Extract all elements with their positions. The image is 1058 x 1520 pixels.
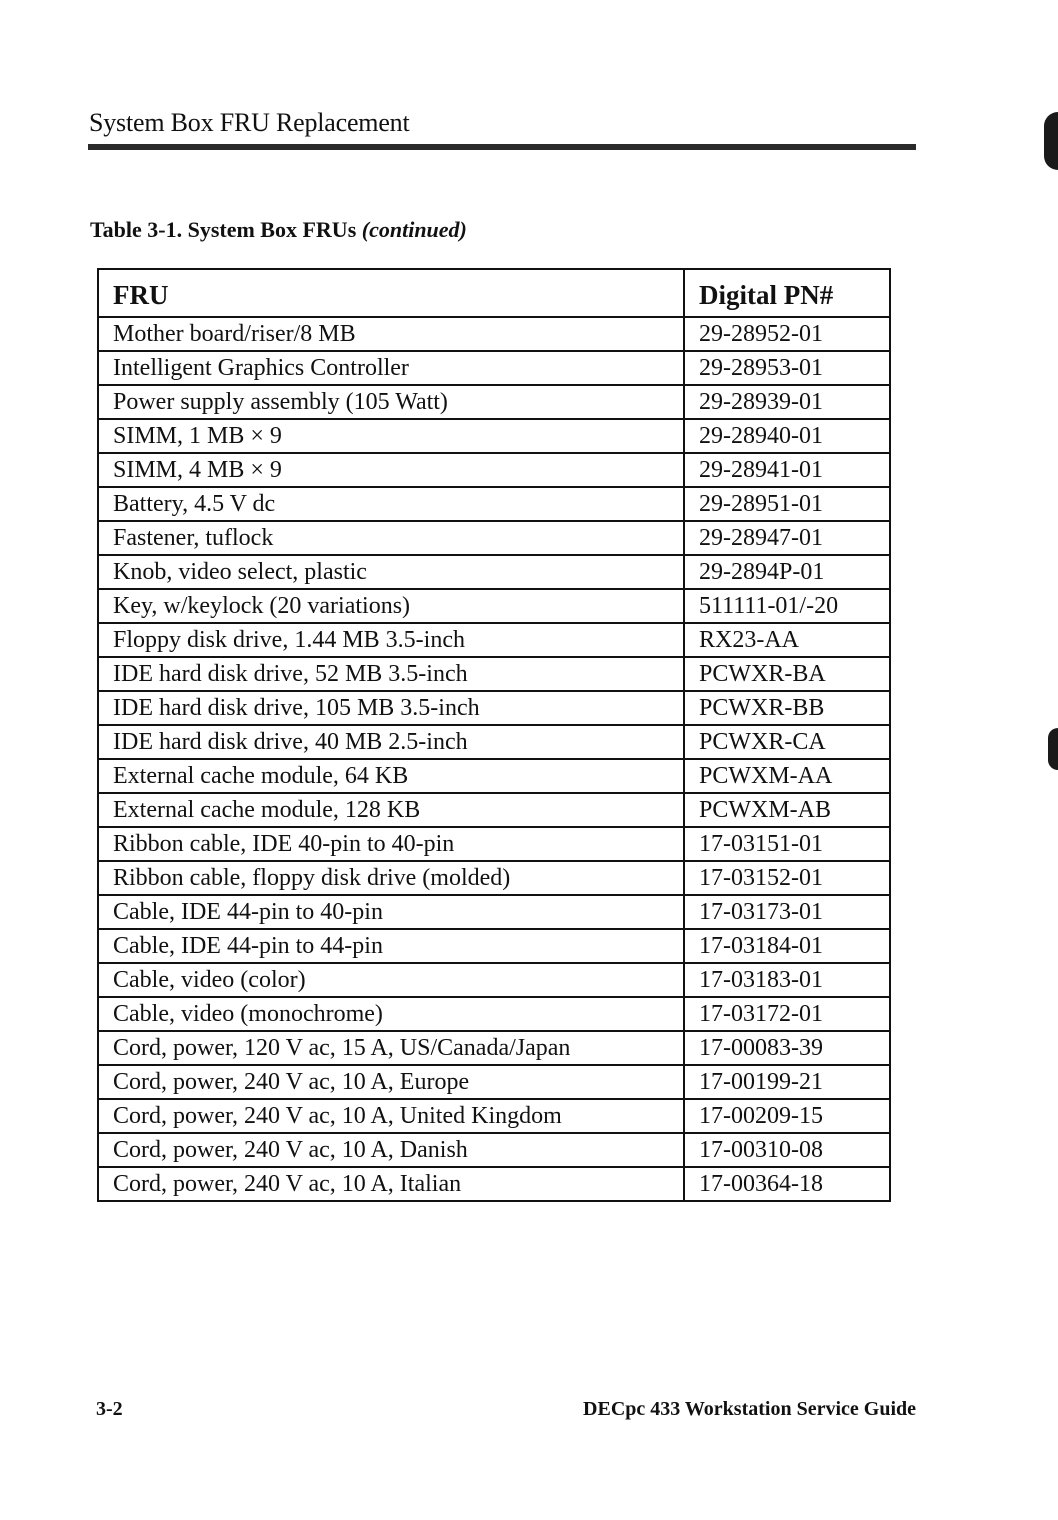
table-row — [98, 589, 890, 623]
fru-name-cell: Floppy disk drive, 1.44 MB 3.5-inch — [98, 623, 684, 657]
table-row — [98, 1065, 890, 1099]
table-row — [98, 385, 890, 419]
margin-bleed-mark — [1044, 112, 1058, 170]
table-header-row — [98, 269, 890, 317]
table-row — [98, 1099, 890, 1133]
fru-name-cell: Knob, video select, plastic — [98, 555, 684, 589]
part-number-cell: 17-03183-01 — [684, 963, 890, 997]
fru-name-cell: Ribbon cable, floppy disk drive (molded) — [98, 861, 684, 895]
running-header: System Box FRU Replacement — [89, 108, 410, 137]
fru-name-cell: IDE hard disk drive, 40 MB 2.5-inch — [98, 725, 684, 759]
column-header-part-number: Digital PN# — [684, 269, 890, 317]
table-row — [98, 997, 890, 1031]
table-row — [98, 521, 890, 555]
table-row — [98, 657, 890, 691]
fru-name-cell: IDE hard disk drive, 105 MB 3.5-inch — [98, 691, 684, 725]
part-number-cell: 29-28953-01 — [684, 351, 890, 385]
table-row — [98, 487, 890, 521]
table-row — [98, 827, 890, 861]
part-number-cell: PCWXM-AB — [684, 793, 890, 827]
table-row — [98, 1133, 890, 1167]
part-number-cell: PCWXR-BB — [684, 691, 890, 725]
fru-table-body — [98, 317, 890, 1201]
part-number-cell: 29-2894P-01 — [684, 555, 890, 589]
fru-name-cell: Key, w/keylock (20 variations) — [98, 589, 684, 623]
fru-table — [97, 268, 891, 1202]
fru-name-cell: Cord, power, 240 V ac, 10 A, United Kingdom — [98, 1099, 684, 1133]
table-row — [98, 453, 890, 487]
table-row — [98, 691, 890, 725]
part-number-cell: 17-00209-15 — [684, 1099, 890, 1133]
part-number-cell: PCWXR-BA — [684, 657, 890, 691]
table-row — [98, 623, 890, 657]
table-caption-title: Table 3-1. System Box FRUs — [90, 217, 357, 242]
fru-name-cell: Power supply assembly (105 Watt) — [98, 385, 684, 419]
part-number-cell: 17-03184-01 — [684, 929, 890, 963]
fru-name-cell: Cord, power, 240 V ac, 10 A, Italian — [98, 1167, 684, 1201]
part-number-cell: 17-00199-21 — [684, 1065, 890, 1099]
table-row — [98, 793, 890, 827]
fru-name-cell: IDE hard disk drive, 52 MB 3.5-inch — [98, 657, 684, 691]
margin-bleed-mark — [1048, 728, 1058, 770]
fru-name-cell: SIMM, 1 MB × 9 — [98, 419, 684, 453]
table-caption — [90, 217, 467, 243]
part-number-cell: 17-00364-18 — [684, 1167, 890, 1201]
fru-name-cell: Cable, IDE 44-pin to 40-pin — [98, 895, 684, 929]
fru-name-cell: Cord, power, 120 V ac, 15 A, US/Canada/Japan — [98, 1031, 684, 1065]
fru-name-cell: Mother board/riser/8 MB — [98, 317, 684, 351]
column-header-fru: FRU — [98, 269, 684, 317]
table-row — [98, 929, 890, 963]
header-rule — [88, 144, 916, 150]
fru-name-cell: Cord, power, 240 V ac, 10 A, Danish — [98, 1133, 684, 1167]
fru-name-cell: External cache module, 64 KB — [98, 759, 684, 793]
table-row — [98, 895, 890, 929]
fru-name-cell: External cache module, 128 KB — [98, 793, 684, 827]
fru-name-cell: Cable, video (color) — [98, 963, 684, 997]
part-number-cell: PCWXR-CA — [684, 725, 890, 759]
part-number-cell: 17-00310-08 — [684, 1133, 890, 1167]
part-number-cell: RX23-AA — [684, 623, 890, 657]
part-number-cell: 29-28951-01 — [684, 487, 890, 521]
table-caption-continued: (continued) — [361, 217, 467, 242]
fru-name-cell: Ribbon cable, IDE 40-pin to 40-pin — [98, 827, 684, 861]
part-number-cell: 17-03151-01 — [684, 827, 890, 861]
part-number-cell: 29-28939-01 — [684, 385, 890, 419]
table-row — [98, 1031, 890, 1065]
fru-name-cell: Fastener, tuflock — [98, 521, 684, 555]
part-number-cell: 511111-01/-20 — [684, 589, 890, 623]
table-row — [98, 861, 890, 895]
part-number-cell: 17-03173-01 — [684, 895, 890, 929]
fru-name-cell: Cable, IDE 44-pin to 44-pin — [98, 929, 684, 963]
part-number-cell: 29-28940-01 — [684, 419, 890, 453]
part-number-cell: 17-00083-39 — [684, 1031, 890, 1065]
fru-name-cell: Cable, video (monochrome) — [98, 997, 684, 1031]
table-row — [98, 963, 890, 997]
table-row — [98, 555, 890, 589]
fru-name-cell: Cord, power, 240 V ac, 10 A, Europe — [98, 1065, 684, 1099]
part-number-cell: 17-03152-01 — [684, 861, 890, 895]
page-number: 3-2 — [96, 1398, 123, 1420]
fru-name-cell: SIMM, 4 MB × 9 — [98, 453, 684, 487]
table-row — [98, 1167, 890, 1201]
part-number-cell: 17-03172-01 — [684, 997, 890, 1031]
part-number-cell: 29-28941-01 — [684, 453, 890, 487]
table-row — [98, 317, 890, 351]
part-number-cell: PCWXM-AA — [684, 759, 890, 793]
part-number-cell: 29-28947-01 — [684, 521, 890, 555]
fru-name-cell: Intelligent Graphics Controller — [98, 351, 684, 385]
fru-name-cell: Battery, 4.5 V dc — [98, 487, 684, 521]
table-row — [98, 351, 890, 385]
table-row — [98, 759, 890, 793]
table-row — [98, 419, 890, 453]
part-number-cell: 29-28952-01 — [684, 317, 890, 351]
guide-title: DECpc 433 Workstation Service Guide — [583, 1398, 916, 1420]
table-row — [98, 725, 890, 759]
